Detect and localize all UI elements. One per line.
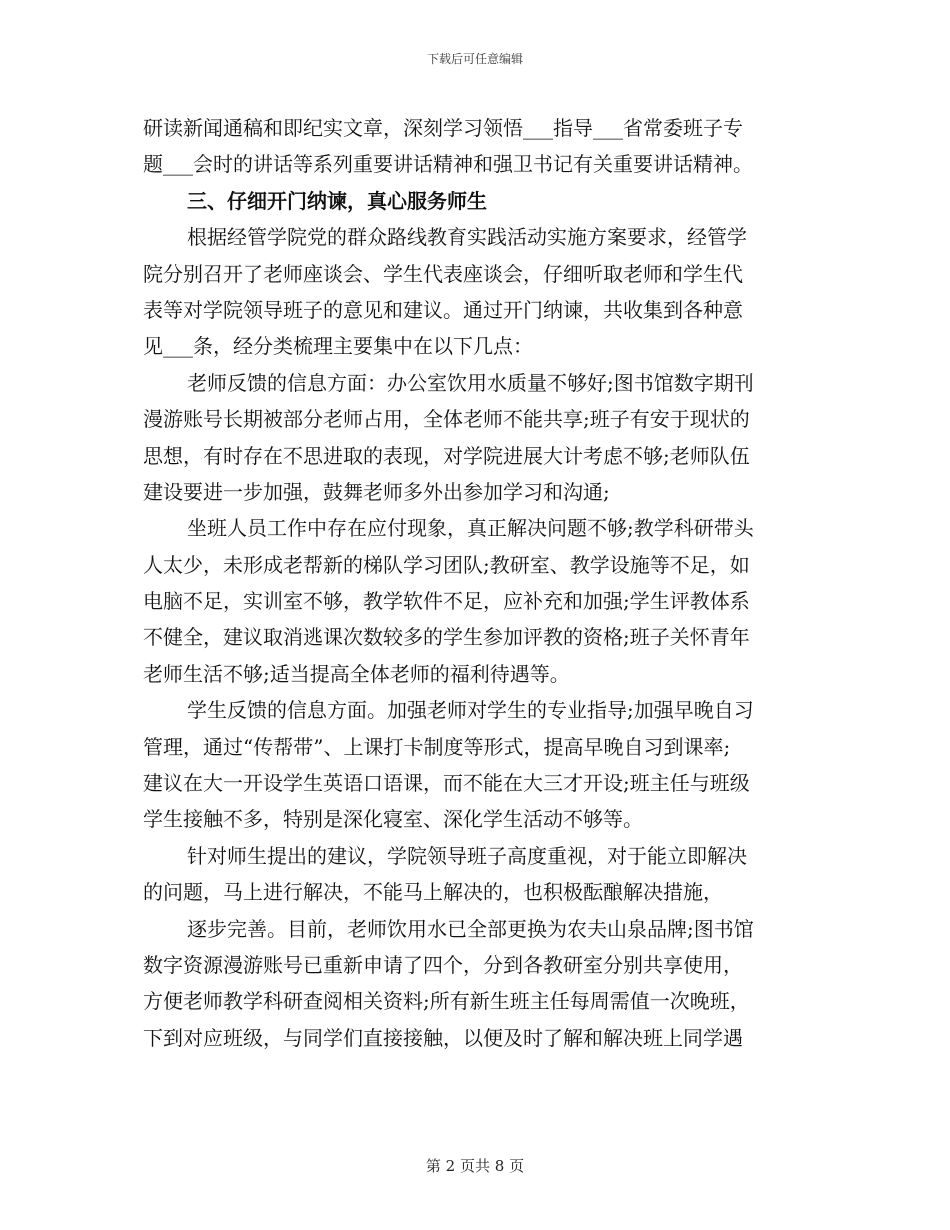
text-line: 研读新闻通稿和即纪实文章，深刻学习领悟___指导___省常委班子专 xyxy=(143,116,743,140)
text-line: 漫游账号长期被部分老师占用，全体老师不能共享;班子有安于现状的 xyxy=(143,407,750,432)
text-line: 见___条，经分类梳理主要集中在以下几点： xyxy=(143,334,533,359)
text-line: 数字资源漫游账号已重新申请了四个，分到各教研室分别共享使用， xyxy=(143,952,743,977)
text-line: 建设要进一步加强，鼓舞老师多外出参加学习和沟通; xyxy=(143,479,610,504)
page-header: 下载后可任意编辑 xyxy=(426,52,523,66)
section-heading: 三、仔细开门纳谏，真心服务师生 xyxy=(187,188,487,213)
text-line: 老师生活不够;适当提高全体老师的福利待遇等。 xyxy=(143,661,570,686)
text-line: 表等对学院领导班子的意见和建议。通过开门纳谏，共收集到各种意 xyxy=(143,297,743,322)
paragraph-first-line: 坐班人员工作中存在应付现象，真正解决问题不够;教学科研带头 xyxy=(187,516,754,541)
page-number: 第 2 页共 8 页 xyxy=(425,1157,525,1175)
text-line: 电脑不足，实训室不够，教学软件不足，应补充和加强;学生评教体系 xyxy=(143,589,750,614)
text-line: 方便老师教学科研查阅相关资料;所有新生班主任每周需值一次晚班， xyxy=(143,989,750,1014)
text-line: 院分别召开了老师座谈会、学生代表座谈会，仔细听取老师和学生代 xyxy=(143,261,743,286)
text-line: 的问题，马上进行解决，不能马上解决的，也积极酝酿解决措施， xyxy=(143,880,723,905)
text-line: 人太少，未形成老帮新的梯队学习团队;教研室、教学设施等不足，如 xyxy=(143,552,750,577)
text-line: 思想，有时存在不思进取的表现，对学院进展大计考虑不够;老师队伍 xyxy=(143,443,750,468)
paragraph-first-line: 根据经管学院党的群众路线教育实践活动实施方案要求，经管学 xyxy=(187,225,747,250)
paragraph-first-line: 学生反馈的信息方面。加强老师对学生的专业指导;加强早晚自习 xyxy=(187,698,754,723)
paragraph-first-line: 逐步完善。目前，老师饮用水已全部更换为农夫山泉品牌;图书馆 xyxy=(187,916,754,941)
text-line: 下到对应班级，与同学们直接接触，以便及时了解和解决班上同学遇 xyxy=(143,1025,743,1050)
document-body xyxy=(143,110,807,1056)
paragraph-first-line: 老师反馈的信息方面：办公室饮用水质量不够好;图书馆数字期刊 xyxy=(187,370,754,395)
text-line: 建议在大一开设学生英语口语课，而不能在大三才开设;班主任与班级 xyxy=(143,771,750,796)
text-line: 题___会时的讲话等系列重要讲话精神和强卫书记有关重要讲话精神。 xyxy=(143,152,753,177)
text-line: 不健全，建议取消逃课次数较多的学生参加评教的资格;班子关怀青年 xyxy=(143,625,750,650)
paragraph-first-line: 针对师生提出的建议，学院领导班子高度重视，对于能立即解决 xyxy=(187,843,747,868)
text-line: 管理，通过“传帮带”、上课打卡制度等形式，提高早晚自习到课率; xyxy=(143,734,731,759)
text-line: 学生接触不多，特别是深化寝室、深化学生活动不够等。 xyxy=(143,807,643,832)
